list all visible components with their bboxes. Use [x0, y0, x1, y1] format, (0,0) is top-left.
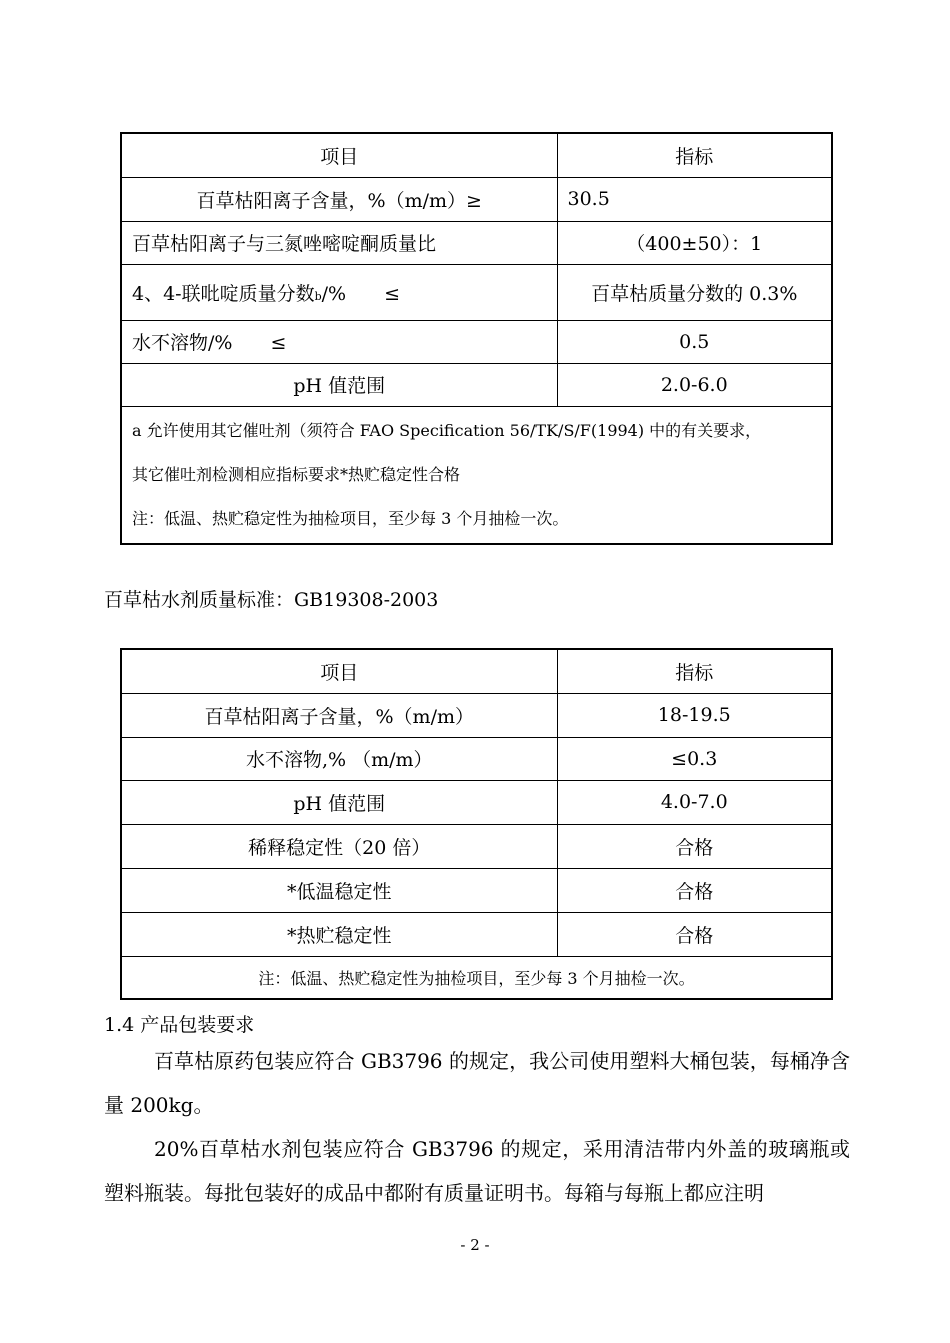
table-row — [121, 693, 832, 737]
row-item: pH 值范围 — [121, 780, 557, 824]
note-line: a 允许使用其它催吐剂（须符合 FAO Specification 56/TK/S/F(1994) 中的有关要求， — [132, 420, 762, 440]
row-item: 百草枯阳离子含量，%（m/m） — [121, 693, 557, 737]
row-item-prefix: 4、4-联吡啶质量分数 — [132, 282, 315, 305]
quality-spec-table-1 — [120, 132, 833, 545]
section-label: 百草枯水剂质量标准：GB19308-2003 — [104, 589, 439, 611]
table-row — [121, 824, 832, 868]
row-item: *热贮稳定性 — [121, 912, 557, 956]
table-row — [121, 780, 832, 824]
row-item-suffix: /% ≤ — [321, 282, 401, 305]
table-row — [121, 912, 832, 956]
table-row — [121, 737, 832, 780]
row-value: （400±50）：1 — [557, 221, 832, 264]
row-item: pH 值范围 — [121, 363, 557, 406]
row-item: 水不溶物,% （m/m） — [121, 737, 557, 780]
table-note: 注：低温、热贮稳定性为抽检项目，至少每 3 个月抽检一次。 — [121, 956, 832, 999]
paragraph: 百草枯原药包装应符合 GB3796 的规定，我公司使用塑料大桶包装，每桶净含量 200kg。 — [104, 1049, 850, 1117]
row-value: 合格 — [557, 868, 832, 912]
table-header-row — [121, 133, 832, 177]
section-heading: 1.4 产品包装要求 — [104, 1014, 255, 1036]
table-row — [121, 177, 832, 221]
row-value: 4.0-7.0 — [557, 780, 832, 824]
row-item: 百草枯阳离子含量，%（m/m）≥ — [121, 177, 557, 221]
note-line: 注：低温、热贮稳定性为抽检项目，至少每 3 个月抽检一次。 — [132, 508, 569, 528]
row-value: 合格 — [557, 912, 832, 956]
row-item: *低温稳定性 — [121, 868, 557, 912]
table-header-row — [121, 649, 832, 693]
header-index: 指标 — [557, 649, 832, 693]
row-value: 2.0-6.0 — [557, 363, 832, 406]
row-value: 合格 — [557, 824, 832, 868]
row-item: 水不溶物/% ≤ — [121, 320, 557, 363]
table-row — [121, 868, 832, 912]
paragraph: 20%百草枯水剂包装应符合 GB3796 的规定，采用清洁带内外盖的玻璃瓶或塑料瓶装。每批包装好的成品中都附有质量证明书。每箱与每瓶上都应注明 — [104, 1137, 850, 1205]
quality-spec-table-2 — [120, 648, 833, 1000]
table-row — [121, 320, 832, 363]
table-notes-row — [121, 956, 832, 999]
header-index: 指标 — [557, 133, 832, 177]
table-notes — [121, 406, 832, 544]
table-row — [121, 363, 832, 406]
note-line: 其它催吐剂检测相应指标要求*热贮稳定性合格 — [132, 464, 461, 484]
row-value: 18-19.5 — [557, 693, 832, 737]
row-item — [121, 264, 557, 320]
footnote-marker: b — [314, 289, 322, 303]
row-item: 百草枯阳离子与三氮唑嘧啶酮质量比 — [121, 221, 557, 264]
table-row — [121, 221, 832, 264]
table-notes-row — [121, 406, 832, 544]
row-value: 0.5 — [557, 320, 832, 363]
page-number: - 2 - — [460, 1236, 490, 1254]
row-value: 百草枯质量分数的 0.3% — [557, 264, 832, 320]
row-item: 稀释稳定性（20 倍） — [121, 824, 557, 868]
row-value: 30.5 — [557, 177, 832, 221]
row-value: ≤0.3 — [557, 737, 832, 780]
table-row — [121, 264, 832, 320]
header-item: 项目 — [121, 649, 557, 693]
header-item: 项目 — [121, 133, 557, 177]
